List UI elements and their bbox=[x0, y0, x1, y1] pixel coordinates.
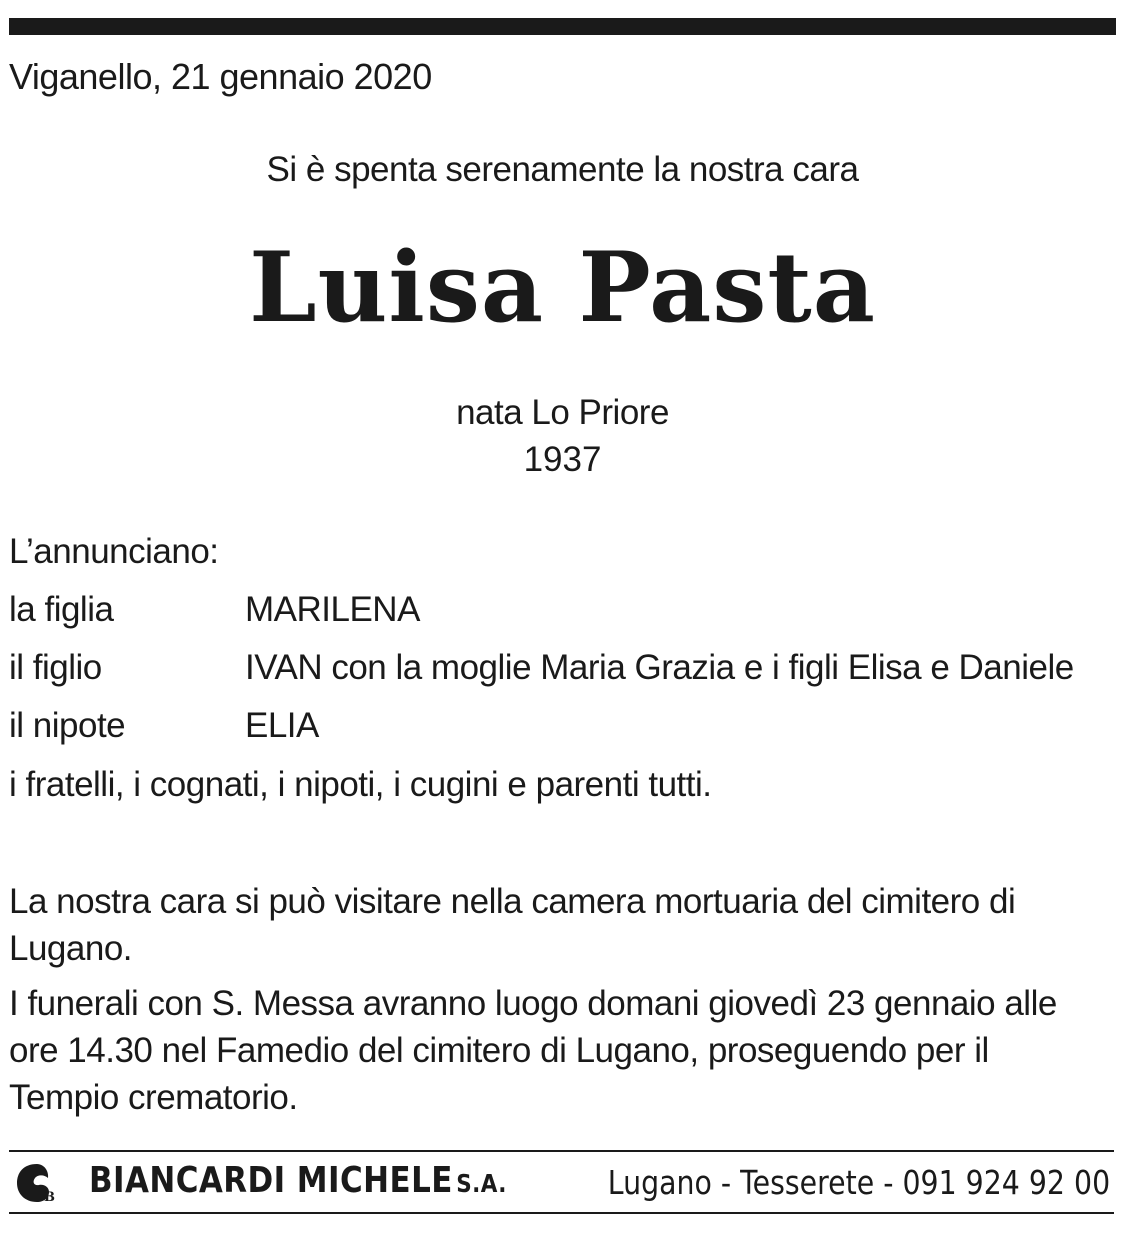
family-relation: il figlio bbox=[9, 648, 102, 687]
logo-letter: B bbox=[44, 1190, 55, 1205]
family-names: MARILENA bbox=[245, 590, 420, 629]
maiden-name: nata Lo Priore bbox=[456, 393, 669, 432]
family-names: IVAN con la moglie Maria Grazia e i figli Elisa e Daniele bbox=[245, 648, 1074, 687]
family-list bbox=[9, 590, 1119, 764]
birth-year: 1937 bbox=[523, 440, 602, 479]
company-name bbox=[89, 1160, 507, 1201]
announcers-label: L’annunciano: bbox=[9, 532, 219, 571]
company-contact: Lugano - Tesserete - 091 924 92 00 bbox=[607, 1163, 1110, 1202]
company-suffix: S.A. bbox=[456, 1169, 507, 1198]
funeral-home-footer bbox=[9, 1150, 1114, 1214]
family-row-daughter bbox=[9, 590, 1119, 648]
visitation-info: La nostra cara si può visitare nella camera mortuaria del cimitero di Lugano. bbox=[9, 882, 1016, 968]
funeral-info: I funerali con S. Messa avranno luogo domani giovedì 23 gennaio alle ore 14.30 nel Famedio del cimitero di Lugano, proseguendo per il Tempio crematorio. bbox=[9, 984, 1057, 1117]
place-date: Viganello, 21 gennaio 2020 bbox=[9, 56, 432, 97]
deceased-name: Luisa Pasta bbox=[249, 231, 876, 344]
family-row-son bbox=[9, 648, 1119, 706]
family-relation: la figlia bbox=[9, 590, 114, 629]
top-rule bbox=[9, 18, 1116, 35]
biancardi-logo-icon bbox=[13, 1161, 61, 1205]
family-relation: il nipote bbox=[9, 706, 126, 745]
intro-text: Si è spenta serenamente la nostra cara bbox=[266, 150, 859, 189]
family-row-grandson bbox=[9, 706, 1119, 764]
other-relatives: i fratelli, i cognati, i nipoti, i cugini e parenti tutti. bbox=[9, 765, 712, 804]
company-name-text: BIANCARDI MICHELE bbox=[89, 1160, 453, 1201]
family-names: ELIA bbox=[245, 706, 319, 745]
